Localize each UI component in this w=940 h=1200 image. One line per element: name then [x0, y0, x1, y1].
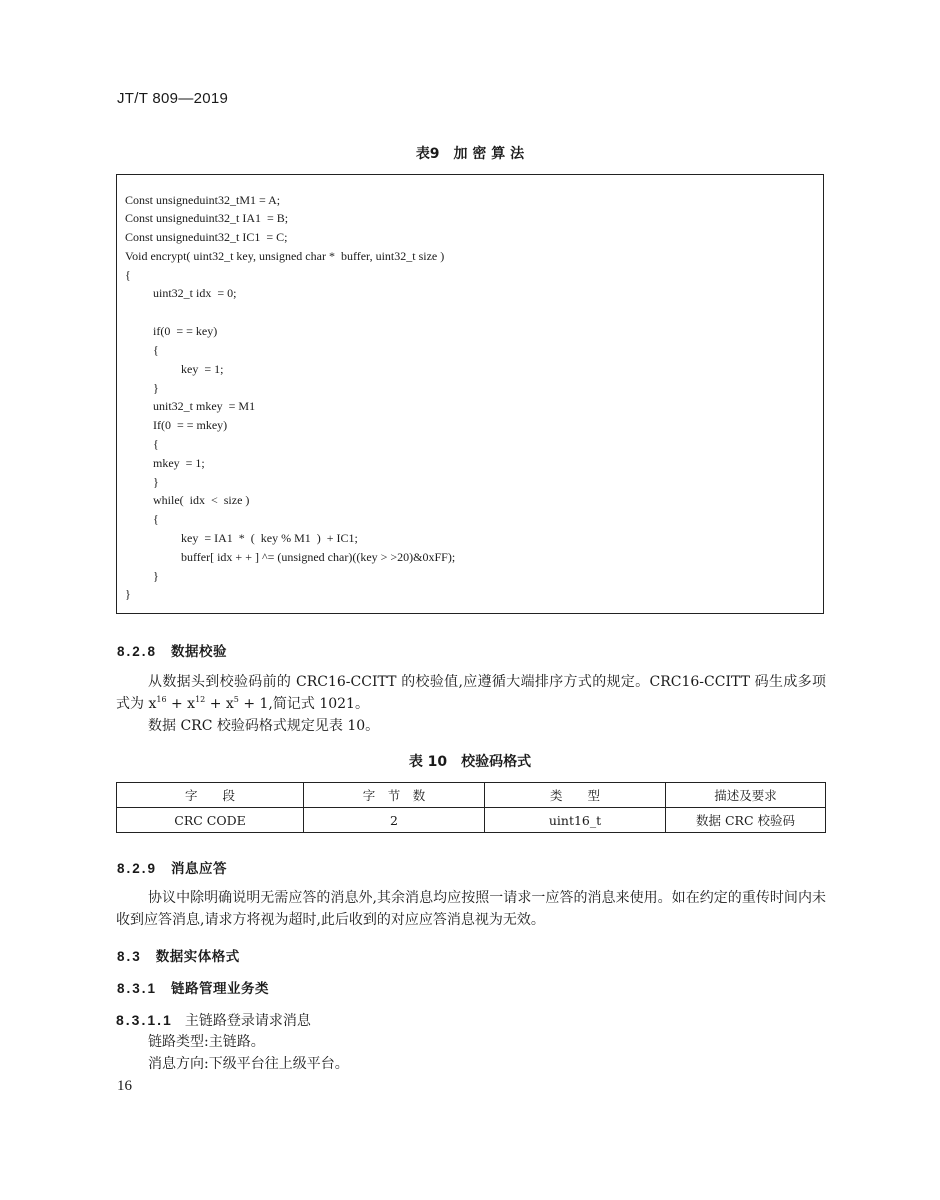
section-heading-8-3-1: [117, 977, 269, 997]
superscript: 16: [156, 695, 167, 704]
column-header: 字 节 数: [304, 783, 485, 808]
crc-table-reference: 数据 CRC 校验码格式规定见表 10。: [148, 718, 380, 734]
code-line: while( idx < size ): [153, 493, 250, 507]
section-title: 消息应答: [171, 861, 228, 877]
section-title: 数据校验: [171, 644, 228, 660]
code-line: If(0 = = mkey): [153, 418, 228, 432]
section-number: 8.2.9: [117, 861, 158, 876]
table-cell: uint16_t: [485, 808, 666, 833]
section-number: 8.3.1: [117, 981, 158, 996]
code-line: if(0 = = key): [153, 324, 218, 338]
code-line: Const unsigneduint32_t IC1 = C;: [125, 230, 288, 244]
code-line: {: [153, 437, 159, 451]
checksum-format-table: [116, 782, 826, 833]
table-cell: 数据 CRC 校验码: [666, 808, 826, 833]
section-title: 主链路登录请求消息: [184, 1013, 311, 1029]
table-cell: CRC CODE: [117, 808, 304, 833]
superscript: 12: [195, 695, 206, 704]
column-header: 类 型: [485, 783, 666, 808]
link-type-line: 链路类型:主链路。: [148, 1034, 265, 1050]
section-heading-8-3-1-1: [116, 1009, 826, 1032]
ack-paragraph: 协议中除明确说明无需应答的消息外,其余消息均应按照一请求一应答的消息来使用。如在约定的重传时间内未收到应答消息,请求方将视为超时,此后收到的对应应答消息视为无效。: [116, 890, 826, 928]
code-line: mkey = 1;: [153, 456, 205, 470]
crc-paragraph: [116, 671, 826, 715]
code-line: Const unsigneduint32_t IA1 = B;: [125, 211, 289, 225]
table-header-row: [117, 783, 826, 808]
section-number: 8.2.8: [117, 644, 158, 659]
code-line: }: [153, 381, 159, 395]
code-line: uint32_t idx = 0;: [153, 286, 237, 300]
superscript: 5: [233, 695, 239, 704]
code-line: Void encrypt( uint32_t key, unsigned char * buffer, uint32_t size ): [125, 249, 445, 263]
message-direction-line: 消息方向:下级平台往上级平台。: [148, 1056, 349, 1072]
section-heading-8-2-9: [117, 857, 227, 877]
code-line: {: [153, 343, 159, 357]
encryption-code-box: [116, 174, 824, 614]
table-cell: 2: [304, 808, 485, 833]
table10-caption: 表 10 校验码格式: [408, 754, 532, 770]
code-line: }: [125, 587, 131, 601]
section-title: 数据实体格式: [155, 949, 240, 965]
table-row: [117, 808, 826, 833]
section-heading-8-2-8: [117, 640, 227, 660]
section-number: 8.3.1.1: [116, 1012, 173, 1028]
code-line: {: [153, 512, 159, 526]
column-header: 字 段: [117, 783, 304, 808]
section-title: 链路管理业务类: [171, 981, 270, 997]
column-header: 描述及要求: [666, 783, 826, 808]
page-number: 16: [117, 1078, 132, 1094]
text-run: 从数据头到校验码前的 CRC16-CCITT 的校验值,应遵循大端排序方式的规定。CRC16-CCITT 码生成多项式为 x: [116, 674, 826, 712]
code-line: unit32_t mkey = M1: [153, 399, 256, 413]
code-line: }: [153, 569, 159, 583]
code-line: Const unsigneduint32_tM1 = A;: [125, 193, 281, 207]
section-heading-8-3: [117, 945, 240, 965]
section-number: 8.3: [117, 949, 142, 964]
code-line: key = 1;: [181, 362, 224, 376]
code-line: buffer[ idx + + ] ^= (unsigned char)((key > >20)&0xFF);: [181, 550, 456, 564]
table9-caption: 表9 加 密 算 法: [415, 146, 525, 162]
text-run: + x: [166, 696, 196, 712]
code-line: key = IA1 * ( key % M1 ) + IC1;: [181, 531, 358, 545]
document-id: JT/T 809—2019: [117, 90, 229, 107]
code-line: {: [125, 268, 131, 282]
code-line: }: [153, 475, 159, 489]
text-run: + x: [205, 696, 234, 712]
text-run: + 1,简记式 1021。: [238, 696, 369, 712]
